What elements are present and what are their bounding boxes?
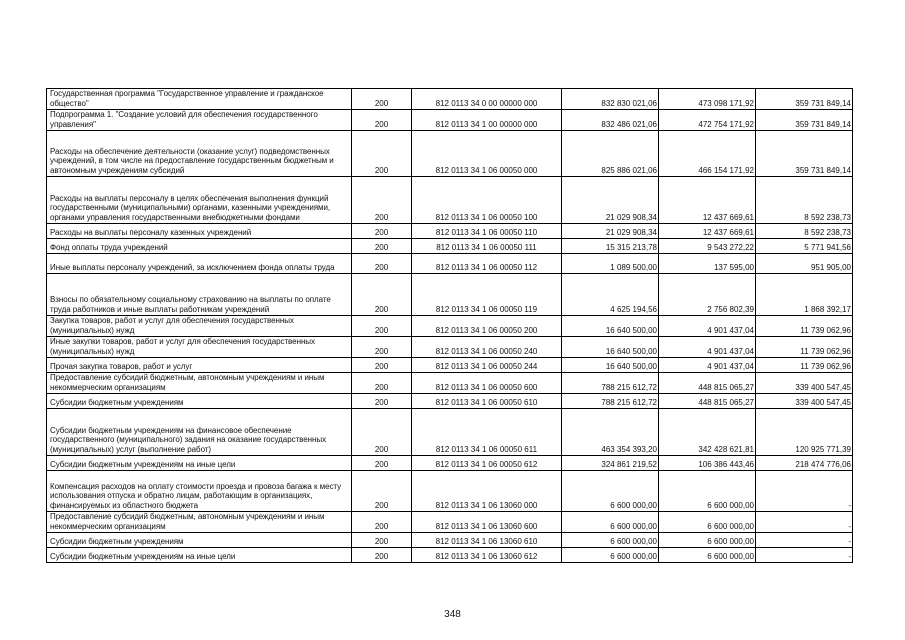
row-amount-cell: 788 215 612,72 xyxy=(562,394,659,409)
row-remaining-cell: 11 739 062,96 xyxy=(756,337,853,358)
table-row xyxy=(47,512,853,533)
row-executed-cell: 4 901 437,04 xyxy=(659,358,756,373)
row-executed-cell: 137 595,00 xyxy=(659,254,756,274)
table-row xyxy=(47,274,853,316)
row-executed-cell: 448 815 065,27 xyxy=(659,394,756,409)
row-remaining-cell: 8 592 238,73 xyxy=(756,177,853,224)
row-remaining-cell: - xyxy=(756,533,853,548)
table-row xyxy=(47,316,853,337)
row-classification-cell: 812 0113 34 1 06 00050 240 xyxy=(412,337,562,358)
table-row xyxy=(47,533,853,548)
row-remaining-cell: 11 739 062,96 xyxy=(756,358,853,373)
row-amount-cell: 16 640 500,00 xyxy=(562,316,659,337)
row-classification-cell: 812 0113 34 1 06 00050 612 xyxy=(412,456,562,471)
row-amount-cell: 4 625 194,56 xyxy=(562,274,659,316)
row-remaining-cell: 339 400 547,45 xyxy=(756,394,853,409)
row-code-cell: 200 xyxy=(352,316,412,337)
row-classification-cell: 812 0113 34 1 00 00000 000 xyxy=(412,110,562,131)
row-executed-cell: 448 815 065,27 xyxy=(659,373,756,394)
row-name-cell: Закупка товаров, работ и услуг для обеспечения государственных (муниципальных) нужд xyxy=(47,316,352,337)
row-executed-cell: 2 756 802,39 xyxy=(659,274,756,316)
row-code-cell: 200 xyxy=(352,533,412,548)
row-classification-cell: 812 0113 34 1 06 00050 112 xyxy=(412,254,562,274)
row-name-cell: Субсидии бюджетным учреждениям на иные цели xyxy=(47,456,352,471)
row-code-cell: 200 xyxy=(352,471,412,512)
row-amount-cell: 1 089 500,00 xyxy=(562,254,659,274)
row-code-cell: 200 xyxy=(352,239,412,254)
row-name-cell: Прочая закупка товаров, работ и услуг xyxy=(47,358,352,373)
row-classification-cell: 812 0113 34 1 06 00050 600 xyxy=(412,373,562,394)
row-remaining-cell: 8 592 238,73 xyxy=(756,224,853,239)
row-classification-cell: 812 0113 34 1 06 00050 611 xyxy=(412,409,562,456)
row-amount-cell: 6 600 000,00 xyxy=(562,533,659,548)
row-name-cell: Компенсация расходов на оплату стоимости проезда и провоза багажа к месту использования отпуска и обратно лицам, работающим в организациях, финансируемых из областного бюджета xyxy=(47,471,352,512)
row-executed-cell: 6 600 000,00 xyxy=(659,471,756,512)
table-body xyxy=(47,89,853,563)
row-executed-cell: 342 428 621,81 xyxy=(659,409,756,456)
page-number: 348 xyxy=(444,609,461,620)
row-code-cell: 200 xyxy=(352,254,412,274)
table-row xyxy=(47,224,853,239)
row-amount-cell: 15 315 213,78 xyxy=(562,239,659,254)
row-remaining-cell: 359 731 849,14 xyxy=(756,110,853,131)
row-classification-cell: 812 0113 34 1 06 00050 610 xyxy=(412,394,562,409)
row-amount-cell: 16 640 500,00 xyxy=(562,337,659,358)
row-code-cell: 200 xyxy=(352,373,412,394)
row-name-cell: Взносы по обязательному социальному страхованию на выплаты по оплате труда работников и иные выплаты работникам учреждений xyxy=(47,274,352,316)
row-executed-cell: 6 600 000,00 xyxy=(659,512,756,533)
row-amount-cell: 21 029 908,34 xyxy=(562,224,659,239)
row-code-cell: 200 xyxy=(352,409,412,456)
row-remaining-cell: 120 925 771,39 xyxy=(756,409,853,456)
row-name-cell: Расходы на выплаты персоналу в целях обеспечения выполнения функций государственными (муниципальными) органами, казенными учреждениями, органами управления государственными внебюджетными фондами xyxy=(47,177,352,224)
table-row xyxy=(47,337,853,358)
table-row xyxy=(47,409,853,456)
row-name-cell: Иные выплаты персоналу учреждений, за исключением фонда оплаты труда xyxy=(47,254,352,274)
row-remaining-cell: 1 868 392,17 xyxy=(756,274,853,316)
table-row xyxy=(47,239,853,254)
budget-table xyxy=(46,88,853,563)
row-amount-cell: 324 861 219,52 xyxy=(562,456,659,471)
row-remaining-cell: 5 771 941,56 xyxy=(756,239,853,254)
table-row xyxy=(47,131,853,177)
row-name-cell: Предоставление субсидий бюджетным, автономным учреждениям и иным некоммерческим организациям xyxy=(47,373,352,394)
row-name-cell: Субсидии бюджетным учреждениям на финансовое обеспечение государственного (муниципального) задания на оказание государственных (муниципальных) услуг (выполнение работ) xyxy=(47,409,352,456)
row-classification-cell: 812 0113 34 1 06 00050 111 xyxy=(412,239,562,254)
row-executed-cell: 4 901 437,04 xyxy=(659,337,756,358)
row-executed-cell: 4 901 437,04 xyxy=(659,316,756,337)
row-remaining-cell: - xyxy=(756,548,853,563)
row-code-cell: 200 xyxy=(352,394,412,409)
row-classification-cell: 812 0113 34 1 06 13060 612 xyxy=(412,548,562,563)
row-remaining-cell: - xyxy=(756,471,853,512)
row-amount-cell: 832 486 021,06 xyxy=(562,110,659,131)
row-classification-cell: 812 0113 34 1 06 00050 119 xyxy=(412,274,562,316)
row-code-cell: 200 xyxy=(352,548,412,563)
row-code-cell: 200 xyxy=(352,89,412,110)
row-executed-cell: 6 600 000,00 xyxy=(659,548,756,563)
row-classification-cell: 812 0113 34 1 06 00050 000 xyxy=(412,131,562,177)
row-code-cell: 200 xyxy=(352,456,412,471)
row-amount-cell: 825 886 021,06 xyxy=(562,131,659,177)
row-executed-cell: 12 437 669,61 xyxy=(659,224,756,239)
row-classification-cell: 812 0113 34 1 06 13060 610 xyxy=(412,533,562,548)
row-amount-cell: 463 354 393,20 xyxy=(562,409,659,456)
row-executed-cell: 473 098 171,92 xyxy=(659,89,756,110)
row-code-cell: 200 xyxy=(352,337,412,358)
row-classification-cell: 812 0113 34 1 06 13060 600 xyxy=(412,512,562,533)
row-name-cell: Государственная программа "Государственное управление и гражданское общество" xyxy=(47,89,352,110)
row-remaining-cell: - xyxy=(756,512,853,533)
table-row xyxy=(47,110,853,131)
table-row xyxy=(47,394,853,409)
row-code-cell: 200 xyxy=(352,110,412,131)
row-amount-cell: 6 600 000,00 xyxy=(562,548,659,563)
row-code-cell: 200 xyxy=(352,177,412,224)
table-row xyxy=(47,89,853,110)
row-name-cell: Иные закупки товаров, работ и услуг для обеспечения государственных (муниципальных) нужд xyxy=(47,337,352,358)
table-row xyxy=(47,254,853,274)
row-classification-cell: 812 0113 34 0 00 00000 000 xyxy=(412,89,562,110)
row-amount-cell: 788 215 612,72 xyxy=(562,373,659,394)
row-remaining-cell: 359 731 849,14 xyxy=(756,89,853,110)
table-row xyxy=(47,548,853,563)
row-executed-cell: 466 154 171,92 xyxy=(659,131,756,177)
row-code-cell: 200 xyxy=(352,512,412,533)
row-name-cell: Расходы на обеспечение деятельности (оказание услуг) подведомственных учреждений, в том числе на предоставление государственным бюджетным и автономным учреждениям субсидий xyxy=(47,131,352,177)
row-amount-cell: 16 640 500,00 xyxy=(562,358,659,373)
row-executed-cell: 472 754 171,92 xyxy=(659,110,756,131)
row-name-cell: Расходы на выплаты персоналу казенных учреждений xyxy=(47,224,352,239)
row-remaining-cell: 339 400 547,45 xyxy=(756,373,853,394)
row-executed-cell: 106 386 443,46 xyxy=(659,456,756,471)
table-row xyxy=(47,358,853,373)
row-classification-cell: 812 0113 34 1 06 00050 110 xyxy=(412,224,562,239)
row-remaining-cell: 11 739 062,96 xyxy=(756,316,853,337)
row-remaining-cell: 359 731 849,14 xyxy=(756,131,853,177)
table-row xyxy=(47,373,853,394)
row-executed-cell: 9 543 272,22 xyxy=(659,239,756,254)
row-executed-cell: 6 600 000,00 xyxy=(659,533,756,548)
row-classification-cell: 812 0113 34 1 06 00050 244 xyxy=(412,358,562,373)
table-row xyxy=(47,471,853,512)
row-code-cell: 200 xyxy=(352,274,412,316)
table-row xyxy=(47,456,853,471)
row-remaining-cell: 218 474 776,06 xyxy=(756,456,853,471)
row-amount-cell: 6 600 000,00 xyxy=(562,512,659,533)
row-remaining-cell: 951 905,00 xyxy=(756,254,853,274)
row-code-cell: 200 xyxy=(352,358,412,373)
row-executed-cell: 12 437 669,61 xyxy=(659,177,756,224)
row-amount-cell: 6 600 000,00 xyxy=(562,471,659,512)
row-code-cell: 200 xyxy=(352,224,412,239)
row-name-cell: Предоставление субсидий бюджетным, автономным учреждениям и иным некоммерческим организациям xyxy=(47,512,352,533)
row-code-cell: 200 xyxy=(352,131,412,177)
row-name-cell: Фонд оплаты труда учреждений xyxy=(47,239,352,254)
row-name-cell: Субсидии бюджетным учреждениям xyxy=(47,533,352,548)
row-classification-cell: 812 0113 34 1 06 13060 000 xyxy=(412,471,562,512)
row-amount-cell: 21 029 908,34 xyxy=(562,177,659,224)
row-name-cell: Субсидии бюджетным учреждениям xyxy=(47,394,352,409)
row-name-cell: Подпрограмма 1. "Создание условий для обеспечения государственного управления" xyxy=(47,110,352,131)
row-classification-cell: 812 0113 34 1 06 00050 100 xyxy=(412,177,562,224)
row-amount-cell: 832 830 021,06 xyxy=(562,89,659,110)
table-row xyxy=(47,177,853,224)
row-name-cell: Субсидии бюджетным учреждениям на иные цели xyxy=(47,548,352,563)
row-classification-cell: 812 0113 34 1 06 00050 200 xyxy=(412,316,562,337)
